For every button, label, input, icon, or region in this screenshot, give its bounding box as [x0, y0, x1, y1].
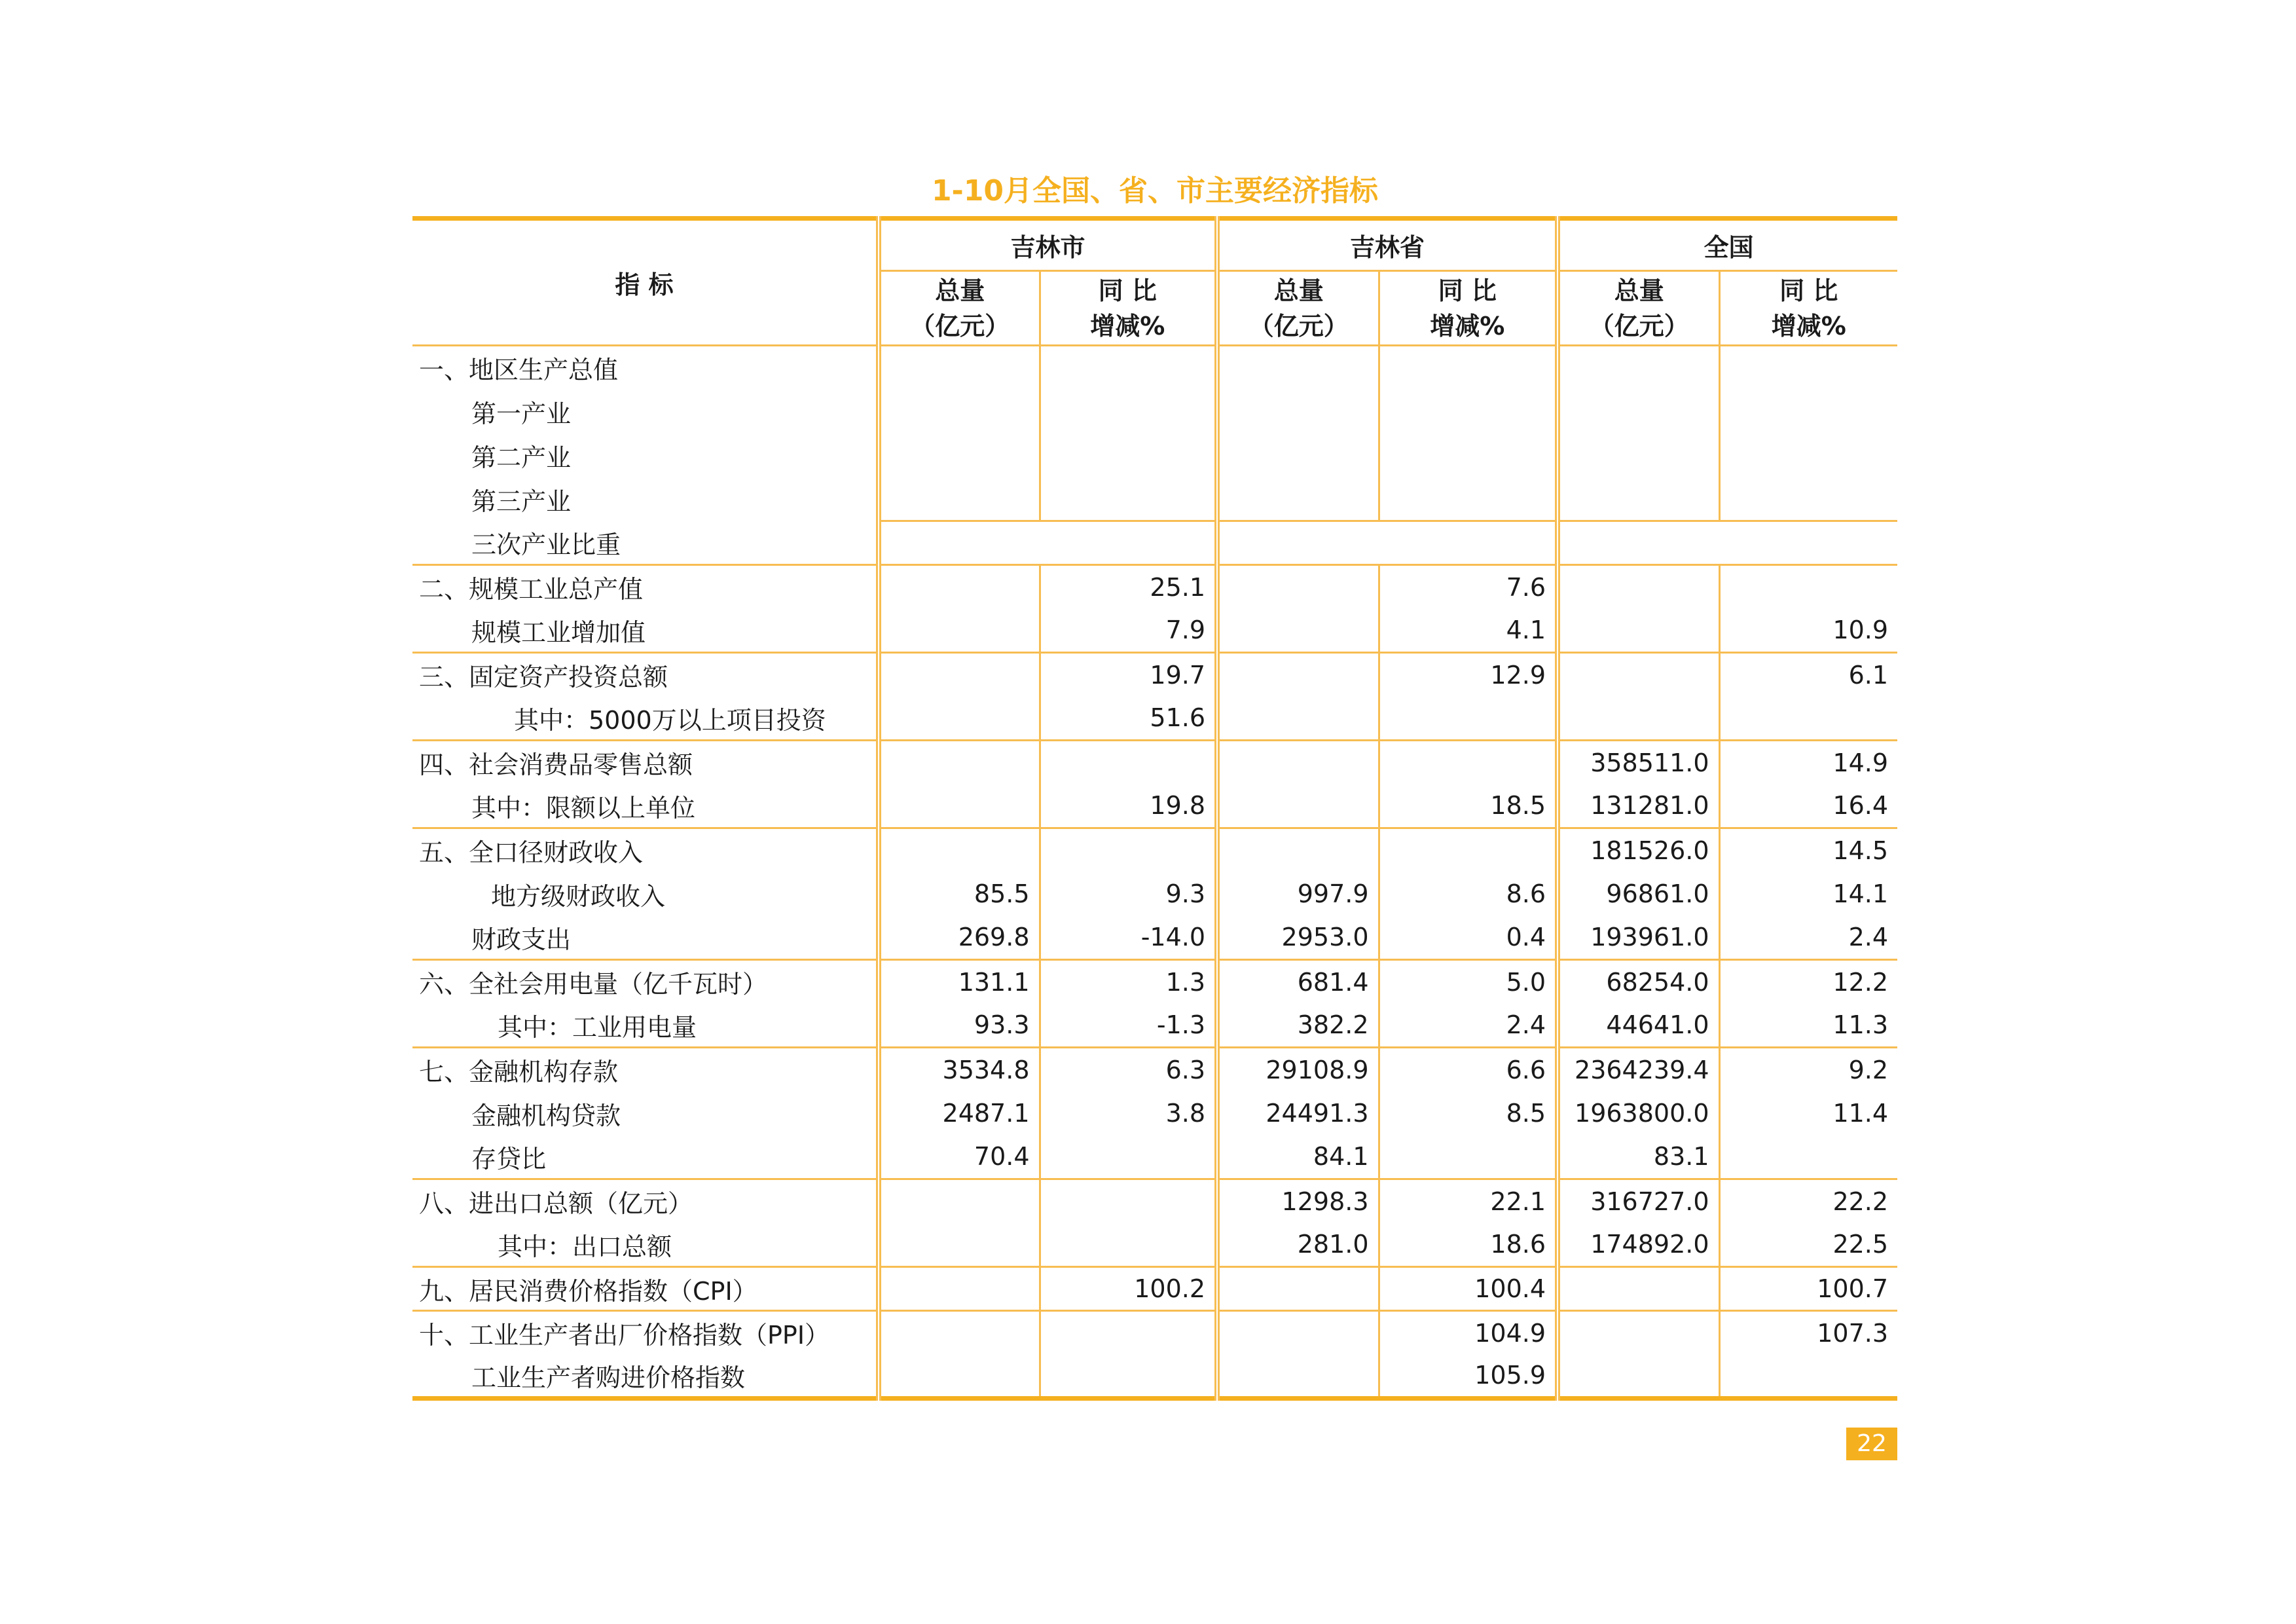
total-value-cell: 1963800.0: [1558, 1092, 1719, 1135]
indicator-label: 六、全社会用电量（亿千瓦时）: [419, 970, 768, 999]
total-header-line2: （亿元）: [1589, 311, 1689, 341]
yoy-header-line1: 同 比: [1779, 276, 1838, 305]
yoy-value-cell: -1.3: [1040, 1004, 1217, 1048]
yoy-header-line1: 同 比: [1098, 276, 1157, 305]
yoy-value-cell: [1040, 434, 1217, 477]
total-value-cell: 96861.0: [1558, 872, 1719, 916]
total-value-cell: 1298.3: [1217, 1179, 1379, 1223]
indicator-label: 十、工业生产者出厂价格指数（PPI）: [419, 1321, 830, 1350]
yoy-value-cell: [1379, 697, 1558, 741]
total-value-cell: [1217, 741, 1379, 784]
total-value-cell: [1558, 609, 1719, 653]
total-value-cell: [1217, 828, 1379, 872]
yoy-value-cell: 14.5: [1719, 828, 1897, 872]
table-row: [412, 1311, 1897, 1355]
region-header-national: 全国: [1558, 219, 1897, 271]
indicator-table: [412, 216, 1897, 1401]
indicator-label: 其中：出口总额: [412, 1223, 879, 1267]
yoy-value-cell: 100.4: [1379, 1267, 1558, 1311]
yoy-value-cell: [1719, 390, 1897, 434]
total-header-line1: 总量: [1273, 276, 1324, 305]
yoy-value-cell: 0.4: [1379, 916, 1558, 960]
total-value-cell: 131.1: [879, 960, 1040, 1004]
yoy-value-cell: [1719, 434, 1897, 477]
yoy-value-cell: 104.9: [1379, 1311, 1558, 1355]
total-value-cell: 2364239.4: [1558, 1048, 1719, 1092]
total-value-cell: [1217, 1267, 1379, 1311]
total-value-cell: [1558, 1267, 1719, 1311]
total-value-cell: 84.1: [1217, 1135, 1379, 1179]
yoy-value-cell: 8.5: [1379, 1092, 1558, 1135]
yoy-value-cell: 22.5: [1719, 1223, 1897, 1267]
total-value-cell: [1217, 609, 1379, 653]
yoy-value-cell: 2.4: [1719, 916, 1897, 960]
yoy-value-cell: [1040, 390, 1217, 434]
yoy-value-cell: 12.9: [1379, 653, 1558, 697]
yoy-value-cell: [1040, 741, 1217, 784]
total-value-cell: [1217, 390, 1379, 434]
yoy-value-cell: [1379, 828, 1558, 872]
total-value-cell: 29108.9: [1217, 1048, 1379, 1092]
total-header: [879, 271, 1040, 346]
yoy-value-cell: [1379, 346, 1558, 390]
indicator-label: 五、全口径财政收入: [419, 838, 644, 868]
yoy-value-cell: 22.1: [1379, 1179, 1558, 1223]
yoy-header-line2: 增减%: [1090, 311, 1165, 341]
total-value-cell: 269.8: [879, 916, 1040, 960]
table-row: [412, 960, 1897, 1004]
yoy-value-cell: 100.7: [1719, 1267, 1897, 1311]
yoy-value-cell: 5.0: [1379, 960, 1558, 1004]
total-value-cell: [1217, 477, 1379, 521]
yoy-value-cell: 10.9: [1719, 609, 1897, 653]
yoy-value-cell: [1040, 346, 1217, 390]
total-value-cell: 997.9: [1217, 872, 1379, 916]
merged-value-cell: [879, 521, 1217, 565]
yoy-value-cell: 9.3: [1040, 872, 1217, 916]
total-value-cell: [1217, 565, 1379, 609]
yoy-value-cell: 51.6: [1040, 697, 1217, 741]
yoy-value-cell: [1719, 477, 1897, 521]
total-value-cell: [1558, 653, 1719, 697]
indicator-label: 其中：限额以上单位: [412, 784, 879, 828]
total-value-cell: 181526.0: [1558, 828, 1719, 872]
table-row: [412, 477, 1897, 521]
yoy-value-cell: [1379, 477, 1558, 521]
indicator-label: 三、固定资产投资总额: [419, 663, 668, 692]
table-row: [412, 434, 1897, 477]
table-row: [412, 565, 1897, 609]
table-section: [412, 1267, 1897, 1311]
total-value-cell: 68254.0: [1558, 960, 1719, 1004]
yoy-value-cell: [1040, 1179, 1217, 1223]
yoy-header-line2: 增减%: [1771, 311, 1846, 341]
table-row: [412, 346, 1897, 390]
yoy-value-cell: 9.2: [1719, 1048, 1897, 1092]
yoy-header: [1040, 271, 1217, 346]
indicator-label: 一、地区生产总值: [419, 356, 619, 385]
total-value-cell: [879, 1355, 1040, 1399]
table-section: [412, 741, 1897, 828]
indicator-header: 指 标: [412, 219, 879, 346]
table-section: [412, 653, 1897, 741]
yoy-value-cell: 4.1: [1379, 609, 1558, 653]
yoy-value-cell: [1719, 565, 1897, 609]
total-value-cell: [1558, 390, 1719, 434]
yoy-value-cell: 11.4: [1719, 1092, 1897, 1135]
total-value-cell: [879, 784, 1040, 828]
yoy-value-cell: 6.1: [1719, 653, 1897, 697]
yoy-value-cell: 25.1: [1040, 565, 1217, 609]
table-row: [412, 828, 1897, 872]
table-section: [412, 1048, 1897, 1179]
total-value-cell: [879, 565, 1040, 609]
yoy-value-cell: 16.4: [1719, 784, 1897, 828]
total-value-cell: 382.2: [1217, 1004, 1379, 1048]
table-row: [412, 653, 1897, 697]
total-value-cell: [1217, 434, 1379, 477]
table-row: [412, 390, 1897, 434]
total-value-cell: 174892.0: [1558, 1223, 1719, 1267]
yoy-value-cell: 100.2: [1040, 1267, 1217, 1311]
yoy-value-cell: [1379, 1135, 1558, 1179]
indicator-label: 第一产业: [471, 399, 572, 428]
region-header-jilin-city: 吉林市: [879, 219, 1217, 271]
indicator-label: 九、居民消费价格指数（CPI）: [412, 1267, 879, 1311]
total-value-cell: [879, 1311, 1040, 1355]
table-section: [412, 828, 1897, 960]
total-value-cell: 3534.8: [879, 1048, 1040, 1092]
region-header-jilin-province: 吉林省: [1217, 219, 1558, 271]
indicator-label: 财政支出: [412, 916, 879, 960]
yoy-value-cell: [1040, 1223, 1217, 1267]
table-row: [412, 521, 1897, 565]
indicator-label: 规模工业增加值: [412, 609, 879, 653]
total-value-cell: [1217, 1311, 1379, 1355]
table-section: [412, 565, 1897, 653]
total-value-cell: 131281.0: [1558, 784, 1719, 828]
yoy-value-cell: 6.3: [1040, 1048, 1217, 1092]
yoy-value-cell: [1719, 346, 1897, 390]
yoy-header-line1: 同 比: [1438, 276, 1497, 305]
table-row: [412, 784, 1897, 828]
total-value-cell: 83.1: [1558, 1135, 1719, 1179]
table-row: [412, 1179, 1897, 1223]
yoy-value-cell: 19.8: [1040, 784, 1217, 828]
total-header-line2: （亿元）: [1248, 311, 1349, 341]
total-header-line2: （亿元）: [910, 311, 1010, 341]
yoy-value-cell: [1379, 390, 1558, 434]
yoy-value-cell: [1040, 828, 1217, 872]
yoy-value-cell: [1040, 1135, 1217, 1179]
merged-value-cell: [1217, 521, 1558, 565]
yoy-value-cell: [1040, 1355, 1217, 1399]
total-value-cell: 193961.0: [1558, 916, 1719, 960]
table-row: [412, 1223, 1897, 1267]
total-value-cell: [1558, 565, 1719, 609]
yoy-value-cell: [1379, 434, 1558, 477]
table-row: [412, 697, 1897, 741]
indicator-label: 三次产业比重: [412, 521, 879, 565]
merged-value-cell: [1558, 521, 1897, 565]
total-value-cell: 85.5: [879, 872, 1040, 916]
yoy-value-cell: 7.9: [1040, 609, 1217, 653]
table-row: [412, 872, 1897, 916]
total-value-cell: 70.4: [879, 1135, 1040, 1179]
yoy-header-line2: 增减%: [1430, 311, 1505, 341]
total-value-cell: [879, 434, 1040, 477]
total-value-cell: [1558, 1355, 1719, 1399]
table-row: [412, 741, 1897, 784]
yoy-value-cell: 19.7: [1040, 653, 1217, 697]
indicator-label: 四、社会消费品零售总额: [419, 750, 693, 780]
total-value-cell: 2487.1: [879, 1092, 1040, 1135]
yoy-value-cell: 3.8: [1040, 1092, 1217, 1135]
indicator-label: 工业生产者购进价格指数: [412, 1355, 879, 1399]
yoy-value-cell: [1719, 1135, 1897, 1179]
indicator-label: 其中：工业用电量: [412, 1004, 879, 1048]
yoy-value-cell: 18.6: [1379, 1223, 1558, 1267]
table-header: [412, 219, 1897, 346]
yoy-value-cell: 8.6: [1379, 872, 1558, 916]
indicator-label: 第二产业: [471, 443, 572, 472]
total-header: [1558, 271, 1719, 346]
yoy-value-cell: 18.5: [1379, 784, 1558, 828]
total-value-cell: [1558, 477, 1719, 521]
total-value-cell: [879, 1267, 1040, 1311]
yoy-value-cell: [1040, 477, 1217, 521]
total-value-cell: 281.0: [1217, 1223, 1379, 1267]
total-value-cell: [1558, 346, 1719, 390]
yoy-value-cell: [1719, 1355, 1897, 1399]
total-value-cell: 316727.0: [1558, 1179, 1719, 1223]
total-value-cell: [879, 697, 1040, 741]
total-value-cell: [879, 390, 1040, 434]
table-section: [412, 960, 1897, 1048]
total-value-cell: [879, 741, 1040, 784]
yoy-value-cell: 11.3: [1719, 1004, 1897, 1048]
table-row: [412, 1004, 1897, 1048]
indicator-label: 七、金融机构存款: [419, 1058, 619, 1087]
total-value-cell: [1217, 697, 1379, 741]
indicator-label: 金融机构贷款: [471, 1101, 621, 1130]
yoy-value-cell: 105.9: [1379, 1355, 1558, 1399]
table-row: [412, 1135, 1897, 1179]
total-value-cell: [1217, 1355, 1379, 1399]
indicator-label: 其中：5000万以上项目投资: [412, 697, 879, 741]
table-row: [412, 609, 1897, 653]
yoy-header: [1379, 271, 1558, 346]
total-value-cell: 93.3: [879, 1004, 1040, 1048]
yoy-value-cell: 14.9: [1719, 741, 1897, 784]
yoy-value-cell: 14.1: [1719, 872, 1897, 916]
yoy-value-cell: 1.3: [1040, 960, 1217, 1004]
total-value-cell: [879, 1223, 1040, 1267]
total-header: [1217, 271, 1379, 346]
total-value-cell: [1558, 1311, 1719, 1355]
total-value-cell: [879, 653, 1040, 697]
total-value-cell: [1217, 653, 1379, 697]
page-title: 1-10月全国、省、市主要经济指标: [931, 174, 1379, 208]
indicator-label: 第三产业: [471, 487, 572, 516]
total-header-line1: 总量: [935, 276, 985, 305]
table-section: [412, 1179, 1897, 1267]
total-value-cell: 2953.0: [1217, 916, 1379, 960]
yoy-value-cell: 2.4: [1379, 1004, 1558, 1048]
table-row: [412, 1092, 1897, 1135]
table-section: [412, 1311, 1897, 1399]
yoy-value-cell: 12.2: [1719, 960, 1897, 1004]
indicator-label: 存贷比: [412, 1135, 879, 1179]
total-header-line1: 总量: [1614, 276, 1664, 305]
yoy-value-cell: 22.2: [1719, 1179, 1897, 1223]
table-section: [412, 346, 1897, 565]
yoy-value-cell: [1040, 1311, 1217, 1355]
yoy-value-cell: 6.6: [1379, 1048, 1558, 1092]
page-number: 22: [1846, 1428, 1897, 1460]
total-value-cell: 681.4: [1217, 960, 1379, 1004]
total-value-cell: [1558, 434, 1719, 477]
total-value-cell: [879, 346, 1040, 390]
total-value-cell: 358511.0: [1558, 741, 1719, 784]
table-row: [412, 1048, 1897, 1092]
indicator-label: 二、规模工业总产值: [419, 575, 644, 604]
total-value-cell: [1558, 697, 1719, 741]
yoy-value-cell: [1719, 697, 1897, 741]
yoy-value-cell: -14.0: [1040, 916, 1217, 960]
total-value-cell: [1217, 784, 1379, 828]
total-value-cell: 44641.0: [1558, 1004, 1719, 1048]
total-value-cell: 24491.3: [1217, 1092, 1379, 1135]
total-value-cell: [879, 1179, 1040, 1223]
total-value-cell: [879, 609, 1040, 653]
indicator-label: 八、进出口总额（亿元）: [419, 1189, 693, 1219]
yoy-value-cell: [1379, 741, 1558, 784]
total-value-cell: [879, 477, 1040, 521]
table-row: [412, 916, 1897, 960]
table-row: [412, 1267, 1897, 1311]
total-value-cell: [879, 828, 1040, 872]
table-row: [412, 1355, 1897, 1399]
indicator-label: 地方级财政收入: [491, 881, 666, 911]
yoy-value-cell: 107.3: [1719, 1311, 1897, 1355]
yoy-value-cell: 7.6: [1379, 565, 1558, 609]
yoy-header: [1719, 271, 1897, 346]
total-value-cell: [1217, 346, 1379, 390]
